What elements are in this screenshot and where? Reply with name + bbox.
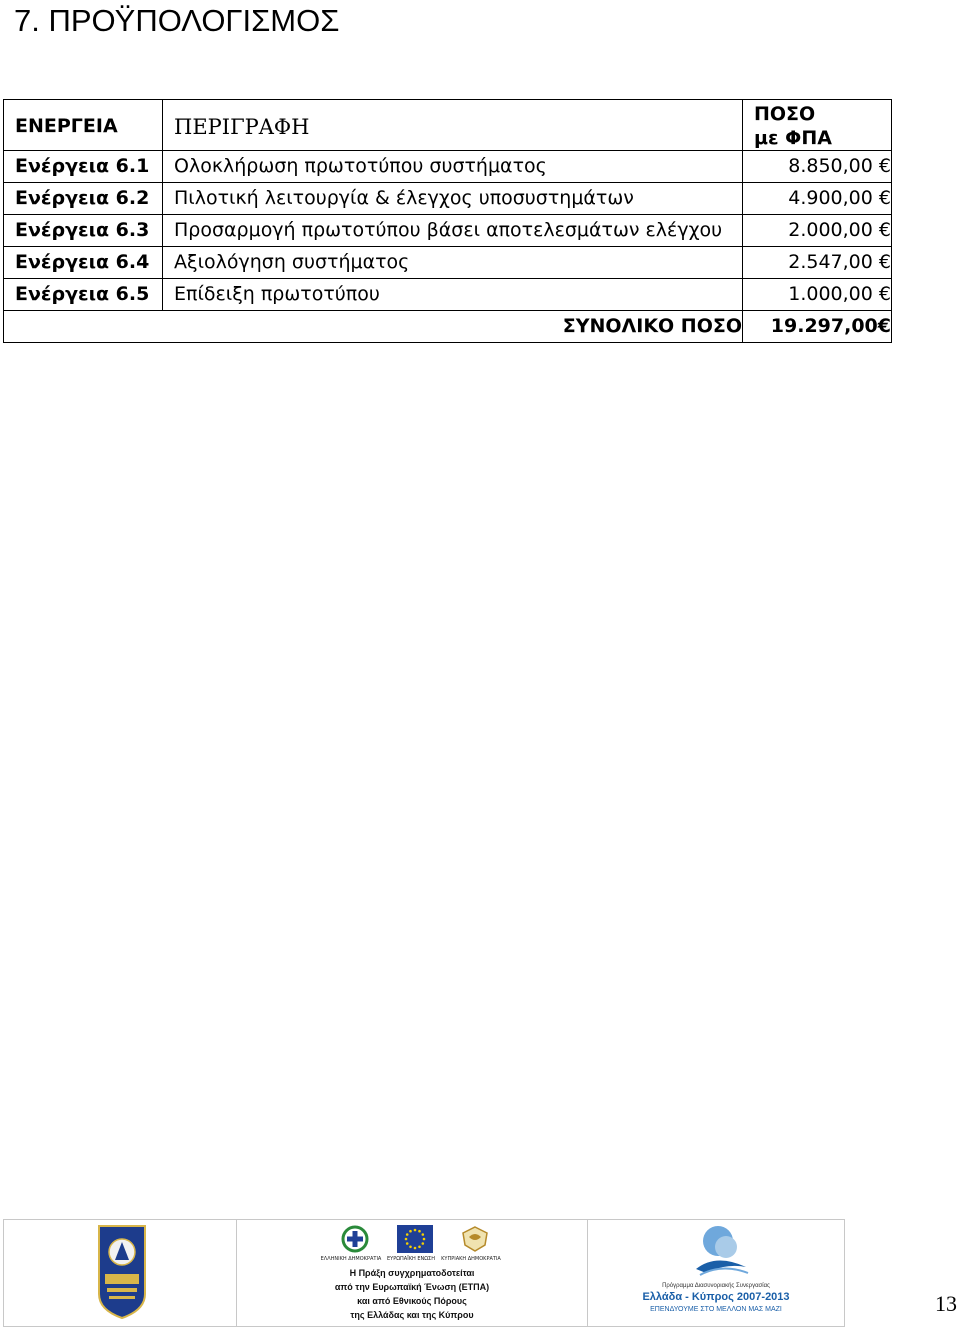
- row-amount: 2.547,00 €: [743, 247, 892, 279]
- row-activity: Ενέργεια 6.3: [4, 215, 163, 247]
- program-logo-cell: [588, 1220, 844, 1326]
- header-amount-line1: ΠΟΣΟ: [754, 103, 816, 125]
- table-row: [4, 215, 892, 247]
- funding-line: της Ελλάδας και της Κύπρου: [350, 1310, 474, 1320]
- program-slogan: ΕΠΕΝΔΥΟΥΜΕ ΣΤΟ ΜΕΛΛΟΝ ΜΑΣ ΜΑΖΙ: [650, 1306, 782, 1313]
- flags-row: [337, 1225, 493, 1253]
- eu-flag-icon: [397, 1225, 433, 1253]
- table-header-row: [4, 100, 892, 151]
- funding-statement: [237, 1266, 587, 1322]
- gr-cy-program-logo-icon: [686, 1223, 756, 1281]
- budget-table: [3, 99, 892, 343]
- funding-logos-banner: [3, 1219, 845, 1327]
- row-amount: 8.850,00 €: [743, 151, 892, 183]
- total-row: [4, 311, 892, 343]
- funding-line: Η Πράξη συγχρηματοδοτείται: [349, 1268, 475, 1278]
- flag-caption: ΕΛΛΗΝΙΚΗ ΔΗΜΟΚΡΑΤΙΑ: [320, 1256, 382, 1262]
- header-amount: [743, 100, 892, 151]
- cyprus-emblem-icon: [457, 1225, 493, 1253]
- greek-emblem-icon: [337, 1225, 373, 1253]
- row-activity: Ενέργεια 6.4: [4, 247, 163, 279]
- row-activity: Ενέργεια 6.2: [4, 183, 163, 215]
- cofunding-cell: [237, 1220, 588, 1326]
- row-description: Επίδειξη πρωτοτύπου: [163, 279, 743, 311]
- row-description: Πιλοτική λειτουργία & έλεγχος υποσυστημάτων: [163, 183, 743, 215]
- row-amount: 4.900,00 €: [743, 183, 892, 215]
- total-amount: 19.297,00€: [743, 311, 892, 343]
- header-amount-line2: με ΦΠΑ: [754, 127, 832, 149]
- row-amount: 2.000,00 €: [743, 215, 892, 247]
- table-row: [4, 151, 892, 183]
- page-number: 13: [935, 1291, 957, 1316]
- municipality-logo-cell: [4, 1220, 237, 1326]
- row-activity: Ενέργεια 6.5: [4, 279, 163, 311]
- row-activity: Ενέργεια 6.1: [4, 151, 163, 183]
- table-row: [4, 279, 892, 311]
- flag-caption: ΕΥΡΩΠΑΪΚΗ ΕΝΩΣΗ: [387, 1256, 435, 1262]
- program-subtitle: Πρόγραμμα Διασυνοριακής Συνεργασίας: [662, 1283, 770, 1289]
- flag-caption: ΚΥΠΡΙΑΚΗ ΔΗΜΟΚΡΑΤΙΑ: [441, 1256, 501, 1262]
- row-description: Αξιολόγηση συστήματος: [163, 247, 743, 279]
- table-row: [4, 247, 892, 279]
- row-description: Ολοκλήρωση πρωτοτύπου συστήματος: [163, 151, 743, 183]
- row-amount: 1.000,00 €: [743, 279, 892, 311]
- table-row: [4, 183, 892, 215]
- funding-line: και από Εθνικούς Πόρους: [357, 1296, 467, 1306]
- funding-line: από την Ευρωπαϊκή Ένωση (ΕΤΠΑ): [334, 1282, 490, 1292]
- program-title: Ελλάδα - Κύπρος 2007-2013: [642, 1291, 790, 1303]
- total-label: ΣΥΝΟΛΙΚΟ ΠΟΣΟ: [4, 311, 743, 343]
- row-description: Προσαρμογή πρωτοτύπου βάσει αποτελεσμάτων ελέγχου: [163, 215, 743, 247]
- header-activity: ΕΝΕΡΓΕΙΑ: [4, 100, 163, 151]
- municipality-crest-icon: [97, 1224, 147, 1320]
- section-heading: 7. ΠΡΟΫΠΟΛΟΓΙΣΜΟΣ: [14, 3, 340, 38]
- header-description: ΠΕΡΙΓΡΑΦΗ: [163, 100, 743, 151]
